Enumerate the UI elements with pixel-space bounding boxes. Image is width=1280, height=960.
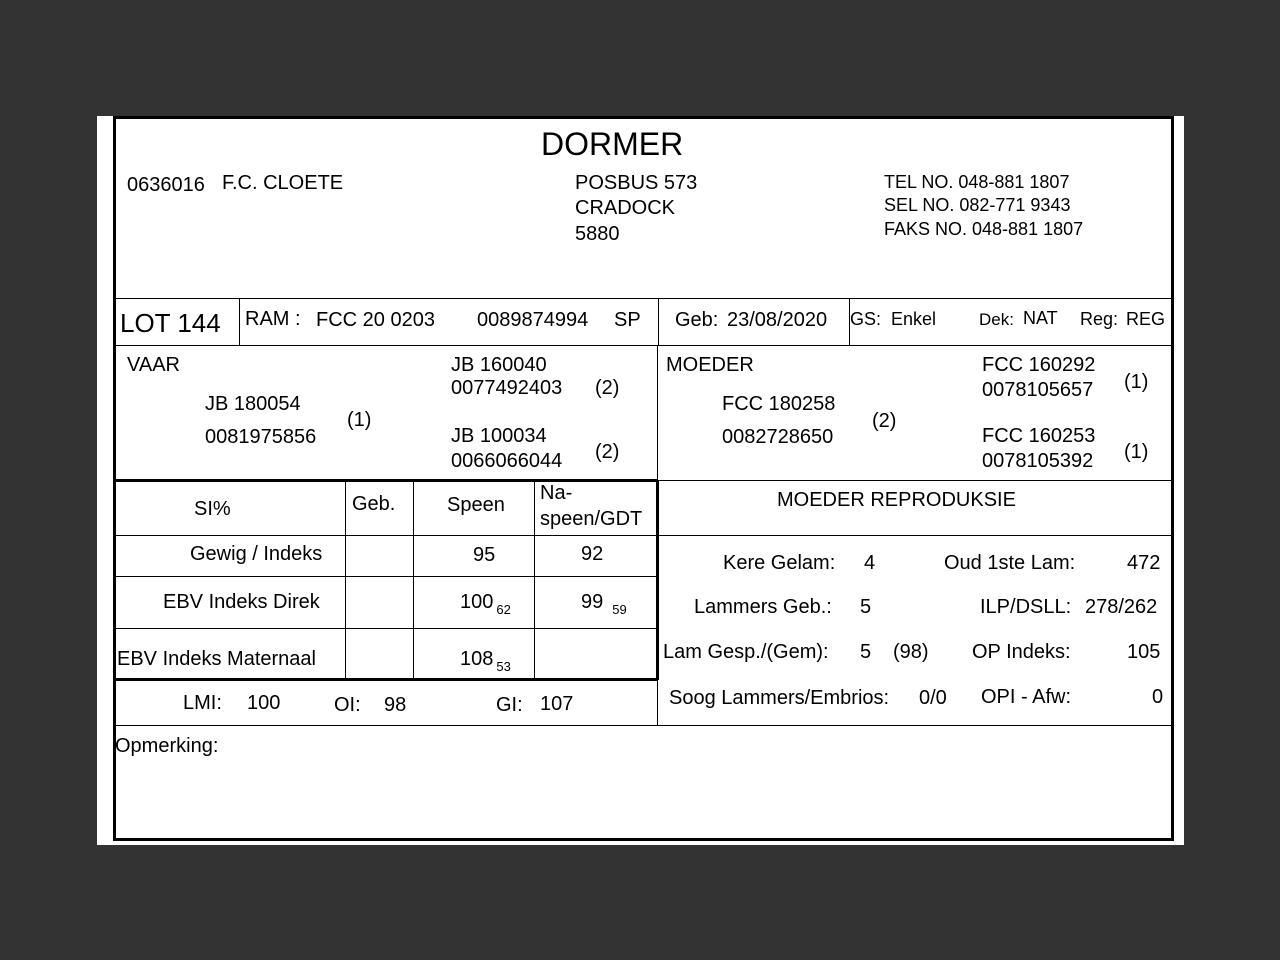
dam-count: (2)	[872, 410, 897, 432]
sire-id: JB 180054	[205, 393, 301, 415]
gi-label: GI:	[496, 694, 523, 716]
lambs-weaned-avg: (98)	[893, 641, 929, 663]
birth-header: Geb.	[352, 493, 396, 515]
tel-number: TEL NO. 048-881 1807	[884, 172, 1070, 192]
birth-date-label: Geb:	[675, 309, 719, 331]
sire-dam-id: JB 100034	[451, 425, 547, 447]
ilp-value: 278/262	[1085, 596, 1158, 618]
address-line-2: CRADOCK	[575, 197, 676, 219]
dam-sire-registration: 0078105657	[982, 379, 1094, 401]
lambs-born-label: Lammers Geb.:	[694, 596, 832, 618]
dam-registration: 0082728650	[722, 426, 834, 448]
breed-title: DORMER	[541, 126, 684, 162]
weaning-value: 108 $_{53}$	[460, 648, 511, 674]
sire-dam-registration: 0066066044	[451, 450, 563, 472]
sire-sire-registration: 0077492403	[451, 377, 563, 399]
lot-number: LOT 144	[120, 308, 221, 338]
dam-id: FCC 180258	[722, 393, 836, 415]
sire-count: (1)	[347, 409, 372, 431]
faks-number: FAKS NO. 048-881 1807	[884, 219, 1084, 239]
ram-registration: 0089874994	[477, 309, 589, 331]
lambings-label: Kere Gelam:	[723, 552, 836, 574]
lmi-label: LMI:	[183, 692, 222, 714]
dam-sire-count: (1)	[1124, 371, 1149, 393]
reg-value: REG	[1126, 309, 1166, 329]
ram-grade: SP	[614, 309, 641, 331]
ram-label: RAM :	[245, 308, 301, 330]
remarks-label: Opmerking:	[115, 735, 219, 757]
lambs-weaned-label: Lam Gesp./(Gem):	[663, 641, 829, 663]
row-label: Gewig / Indeks	[190, 543, 323, 565]
divider	[534, 482, 535, 679]
divider	[113, 345, 1174, 346]
age-first-lamb-label: Oud 1ste Lam:	[944, 552, 1076, 574]
si-header: SI%	[194, 498, 231, 520]
dek-label: Dek:	[979, 310, 1014, 329]
ram-id: FCC 20 0203	[316, 309, 435, 331]
lmi-value: 100	[247, 692, 281, 714]
op-index-value: 105	[1127, 641, 1161, 663]
sire-sire-id: JB 160040	[451, 354, 547, 376]
op-index-label: OP Indeks:	[972, 641, 1071, 663]
sire-dam-count: (2)	[595, 441, 620, 463]
catalog-sheet	[97, 116, 1184, 845]
post-weaning-value: 99 $_{59}$	[581, 591, 627, 617]
row-label: EBV Indeks Direk	[163, 591, 320, 613]
divider	[658, 298, 659, 345]
breeder-number: 0636016	[127, 174, 205, 196]
dam-dam-id: FCC 160253	[982, 425, 1096, 447]
post-weaning-header: Na-	[540, 482, 573, 504]
breeder-name: F.C. CLOETE	[222, 172, 344, 194]
divider	[113, 479, 658, 482]
divider	[239, 298, 240, 345]
sire-sire-count: (2)	[595, 377, 620, 399]
address-line-1: POSBUS 573	[575, 172, 698, 194]
gi-value: 107	[540, 693, 574, 715]
frame-right	[1171, 116, 1174, 841]
lambs-weaned-value: 5	[860, 641, 872, 663]
address-line-3: 5880	[575, 223, 620, 245]
oi-label: OI:	[334, 694, 361, 716]
opi-deviation-label: OPI - Afw:	[981, 686, 1072, 708]
frame-top	[113, 116, 1174, 119]
divider	[113, 535, 1174, 536]
divider	[113, 628, 658, 629]
divider	[113, 678, 658, 681]
sire-registration: 0081975856	[205, 426, 317, 448]
row-label: EBV Indeks Maternaal	[117, 648, 316, 670]
foster-lambs-value: 0/0	[919, 687, 947, 709]
sire-label: VAAR	[127, 354, 180, 376]
gs-label: GS:	[850, 309, 882, 329]
divider	[656, 480, 659, 680]
lambings-value: 4	[864, 552, 876, 574]
divider	[345, 482, 346, 679]
weaning-value: 95	[473, 544, 496, 566]
divider	[657, 345, 658, 480]
dam-sire-id: FCC 160292	[982, 354, 1096, 376]
gs-value: Enkel	[891, 309, 937, 329]
dam-label: MOEDER	[666, 354, 754, 376]
foster-lambs-label: Soog Lammers/Embrios:	[669, 687, 890, 709]
dam-dam-registration: 0078105392	[982, 450, 1094, 472]
divider	[413, 482, 414, 679]
dam-dam-count: (1)	[1124, 441, 1149, 463]
divider	[113, 725, 1174, 726]
birth-date: 23/08/2020	[727, 309, 828, 331]
divider	[657, 681, 658, 726]
reg-label: Reg:	[1080, 309, 1119, 329]
sel-number: SEL NO. 082-771 9343	[884, 195, 1071, 215]
frame-bottom	[113, 838, 1174, 841]
age-first-lamb-value: 472	[1127, 552, 1161, 574]
divider	[113, 298, 1174, 299]
lambs-born-value: 5	[860, 596, 872, 618]
divider	[113, 576, 658, 577]
oi-value: 98	[384, 694, 407, 716]
weaning-value: 100 $_{62}$	[460, 591, 511, 617]
post-weaning-header: speen/GDT	[540, 508, 643, 530]
ilp-label: ILP/DSLL:	[980, 596, 1072, 618]
weaning-header: Speen	[447, 494, 505, 516]
repro-title: MOEDER REPRODUKSIE	[777, 489, 1016, 511]
dek-value: NAT	[1023, 308, 1058, 328]
divider	[658, 480, 1174, 481]
opi-deviation-value: 0	[1152, 686, 1164, 708]
post-weaning-value: 92	[581, 543, 604, 565]
